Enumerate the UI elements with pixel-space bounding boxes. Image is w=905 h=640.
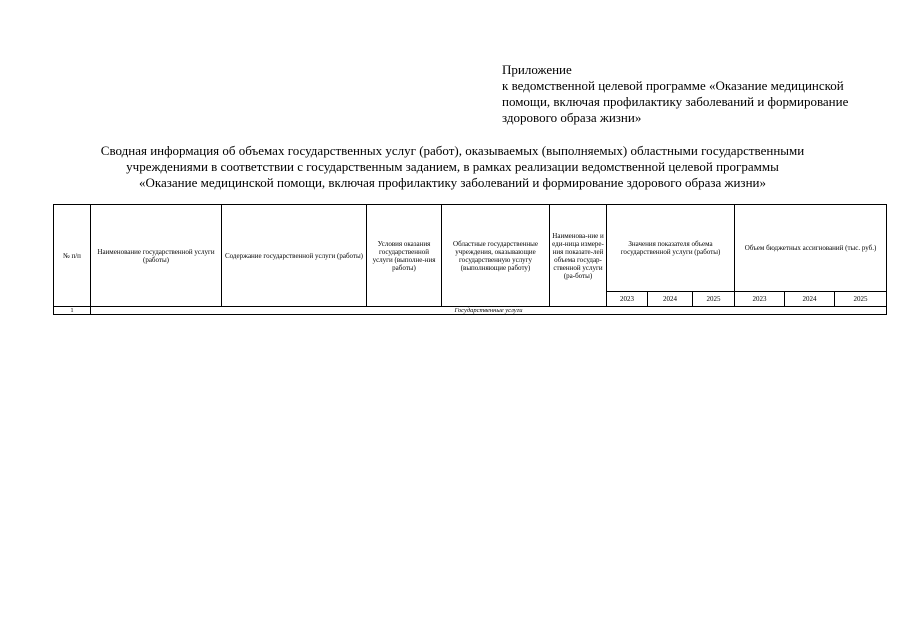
row-section-name: Государственные услуги: [91, 307, 887, 315]
appendix-line: здорового образа жизни»: [502, 110, 642, 125]
summary-table: [53, 204, 887, 315]
header-budget: Объем бюджетных ассигнований (тыс. руб.): [735, 205, 887, 292]
header-service-name: Наименование государственной услуги (работы): [91, 205, 222, 307]
title-line: Сводная информация об объемах государственных услуг (работ), оказываемых (выполняемых) областными государственными: [100, 143, 805, 158]
appendix-block: [502, 62, 892, 126]
year-cell: 2024: [648, 292, 693, 307]
document-title: [50, 143, 855, 191]
year-cell: 2025: [835, 292, 887, 307]
appendix-line: помощи, включая профилактику заболеваний и формирование: [502, 94, 849, 109]
title-line: учреждениями в соответствии с государственным заданием, в рамках реализации ведомственной целевой программы: [126, 159, 779, 174]
header-row: [54, 205, 887, 292]
table-row: [54, 307, 887, 315]
header-num: № п/п: [54, 205, 91, 307]
row-num: 1: [54, 307, 91, 315]
title-line: «Оказание медицинской помощи, включая профилактику заболеваний и формирование здорового образа жизни»: [139, 175, 766, 190]
appendix-line: к ведомственной целевой программе «Оказание медицинской: [502, 78, 844, 93]
year-cell: 2023: [735, 292, 785, 307]
header-conditions: Условия оказания государственной услуги (выполне-ния работы): [367, 205, 442, 307]
header-content: Содержание государственной услуги (работы): [222, 205, 367, 307]
year-cell: 2023: [607, 292, 648, 307]
header-institutions: Областные государственные учреждения, оказывающие государственную услугу (выполняющие работу): [442, 205, 550, 307]
year-cell: 2024: [785, 292, 835, 307]
year-cell: 2025: [693, 292, 735, 307]
header-indicator-name: Наименова-ние и еди-ница измере-ния показате-лей объема государ-ственной услуги (ра-боты): [550, 205, 607, 307]
header-indicator-values: Значения показателя объема государственной услуги (работы): [607, 205, 735, 292]
appendix-line: Приложение: [502, 62, 572, 77]
